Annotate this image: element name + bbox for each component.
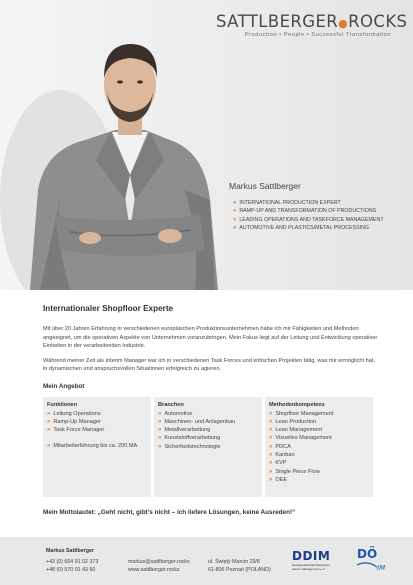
chevron-icon: » [269, 451, 273, 458]
skill-item [233, 207, 384, 215]
footer-phones [46, 559, 98, 574]
column-title: Methodenkompetenz [269, 401, 325, 408]
logo-tagline: Production • People • Successful Transformation [244, 32, 391, 38]
ddim-subtitle: Dachgesellschaft Deutsches Interim Management e.V. [292, 563, 330, 571]
chevron-icon: » [158, 418, 162, 425]
chevron-icon: » [47, 418, 51, 425]
address-city: 61-806 Poznań (POLAND) [208, 566, 271, 573]
doe-im-logo [355, 545, 395, 575]
item-label: Automotive [164, 410, 193, 417]
item-label: OEE [275, 476, 288, 483]
column-list [47, 410, 147, 451]
footer [0, 537, 413, 585]
list-item [158, 443, 258, 451]
item-label: Metallverarbeitung [164, 427, 211, 434]
chevron-icon: » [47, 410, 51, 417]
item-label: Kunststoffverarbeitung [164, 435, 221, 442]
list-item [269, 476, 369, 484]
skill-label: AUTOMOTIVE AND PLASTICS/METAL PROCESSING [239, 224, 370, 231]
portrait-photo [0, 0, 240, 290]
doe-logo-im: IM [377, 564, 386, 572]
skill-item [233, 216, 384, 224]
item-label: Single Piece Flow [275, 468, 320, 475]
skill-item [233, 224, 384, 232]
hero-section [0, 0, 413, 290]
column-list [269, 410, 369, 485]
chevron-icon: » [158, 427, 162, 434]
interim-paragraph: Während meiner Zeit als Interim Manager war ich in verschiedenen Task Forces und kritischen Projekten tätig, was mir ermöglicht hat, in dynamischen und anspruchsvollen Situationen erfolgreich zu agieren. [43, 357, 375, 372]
last-name: Sattlberger [259, 181, 301, 191]
list-item [158, 434, 258, 442]
column-title: Branchen [158, 401, 184, 408]
email-link[interactable]: markus@sattlberger.rocks [128, 559, 190, 565]
list-item [47, 418, 147, 426]
ddim-logo [292, 549, 338, 571]
chevron-icon: » [233, 216, 237, 223]
main-content [43, 304, 378, 516]
chevron-icon: » [269, 443, 273, 450]
list-item [47, 442, 147, 450]
item-label: Task Force Manager [53, 427, 105, 434]
offer-grid [43, 397, 378, 497]
skill-label: RAMP-UP AND TRANSFORMATION OF PRODUCTIONS [239, 208, 377, 215]
chevron-icon: » [233, 208, 237, 215]
skill-label: INTERNATIONAL PRODUCTION EXPERT [239, 200, 341, 206]
profile-name [229, 181, 301, 191]
chevron-icon: » [158, 435, 162, 442]
item-label: Sicherheitstechnologie [164, 443, 221, 450]
list-item [269, 451, 369, 459]
chevron-icon: » [269, 435, 273, 442]
phone-secondary[interactable]: +48 (0) 570 01 43 60 [46, 566, 96, 573]
intro-paragraph: Mit über 20 Jahren Erfahrung in verschiedenen europäischen Produktionsunternehmen habe ich mir Fähigkeiten und Methoden angeeignet, um die operativen Aspekte von Unternehmen voranzubringen. Mein Fokus liegt auf der Leitung und Entwicklung operativer Einheiten in der verarbeitenden Industrie. [43, 326, 378, 349]
doe-logo-text: DÖ [357, 547, 378, 561]
chevron-icon: » [269, 427, 273, 434]
website-link[interactable]: www.sattlberger.rocks [128, 566, 180, 573]
item-label: Shopfloor Management [275, 410, 334, 417]
chevron-icon: » [158, 443, 162, 450]
list-item [269, 468, 369, 476]
brand-logo [216, 12, 408, 38]
phone-primary[interactable]: +43 (0) 664 91 02 373 [46, 559, 99, 565]
offer-title: Mein Angebot [43, 382, 85, 390]
first-name: Markus [229, 181, 257, 191]
offer-column-methoden [265, 397, 373, 497]
logo-name: SATTLBERGER [216, 12, 339, 31]
item-label: Maschinen- und Anlagenbau [164, 418, 236, 425]
offer-column-funktionen [43, 397, 151, 497]
chevron-icon: » [233, 224, 237, 231]
chevron-icon: » [269, 460, 273, 467]
list-item [47, 410, 147, 418]
footer-name: Markus Sattlberger [46, 548, 94, 554]
skills-list [233, 199, 384, 232]
logo-name-2: ROCKS [348, 12, 408, 31]
list-item [269, 459, 369, 467]
ddim-wordmark: DDIM [292, 549, 331, 563]
item-label: Lean Management [275, 427, 322, 434]
list-item [269, 426, 369, 434]
chevron-icon: » [269, 410, 273, 417]
item-label: Visuelles Management [275, 435, 332, 442]
list-item [158, 410, 258, 418]
list-item [269, 434, 369, 442]
item-label: Leitung Operations [53, 410, 101, 417]
chevron-icon: » [269, 468, 273, 475]
item-label: PDCA [275, 443, 291, 450]
footer-address [208, 559, 271, 574]
chevron-icon: » [269, 476, 273, 483]
address-street: ul. Świętý Marcin 29/8 [208, 559, 260, 565]
chevron-icon: » [269, 418, 273, 425]
chevron-icon: » [47, 427, 51, 434]
list-item [269, 443, 369, 451]
offer-column-branchen [154, 397, 262, 497]
chevron-icon: » [233, 200, 237, 206]
chevron-icon: » [158, 410, 162, 417]
skill-label: LEADING OPERATIONS AND TASKFORCE MANAGEMENT [239, 216, 384, 223]
item-label: Ramp-Up Manager [53, 418, 101, 425]
list-item [47, 426, 147, 434]
item-label: Kanban [275, 451, 295, 458]
item-label: Mitarbeiterführung bis ca. 200 MA [53, 443, 138, 450]
logo-wordmark [216, 12, 408, 31]
item-label: KVP [275, 460, 287, 467]
logo-dot-icon: ● [338, 17, 349, 30]
list-item [158, 418, 258, 426]
list-item [269, 418, 369, 426]
column-title: Funktionen [47, 401, 78, 408]
list-item [269, 410, 369, 418]
column-list [158, 410, 258, 451]
list-item [158, 426, 258, 434]
page-title: Internationaler Shopfloor Experte [43, 304, 174, 313]
item-label: Lean Production [275, 418, 317, 425]
footer-contact [128, 559, 190, 574]
skill-item [233, 199, 384, 207]
motto-text: Mein Mottolautet: „Geht nicht, gibt’s nicht – ich liefere Lösungen, keine Ausreden!“ [43, 508, 296, 516]
chevron-icon: » [47, 443, 51, 450]
